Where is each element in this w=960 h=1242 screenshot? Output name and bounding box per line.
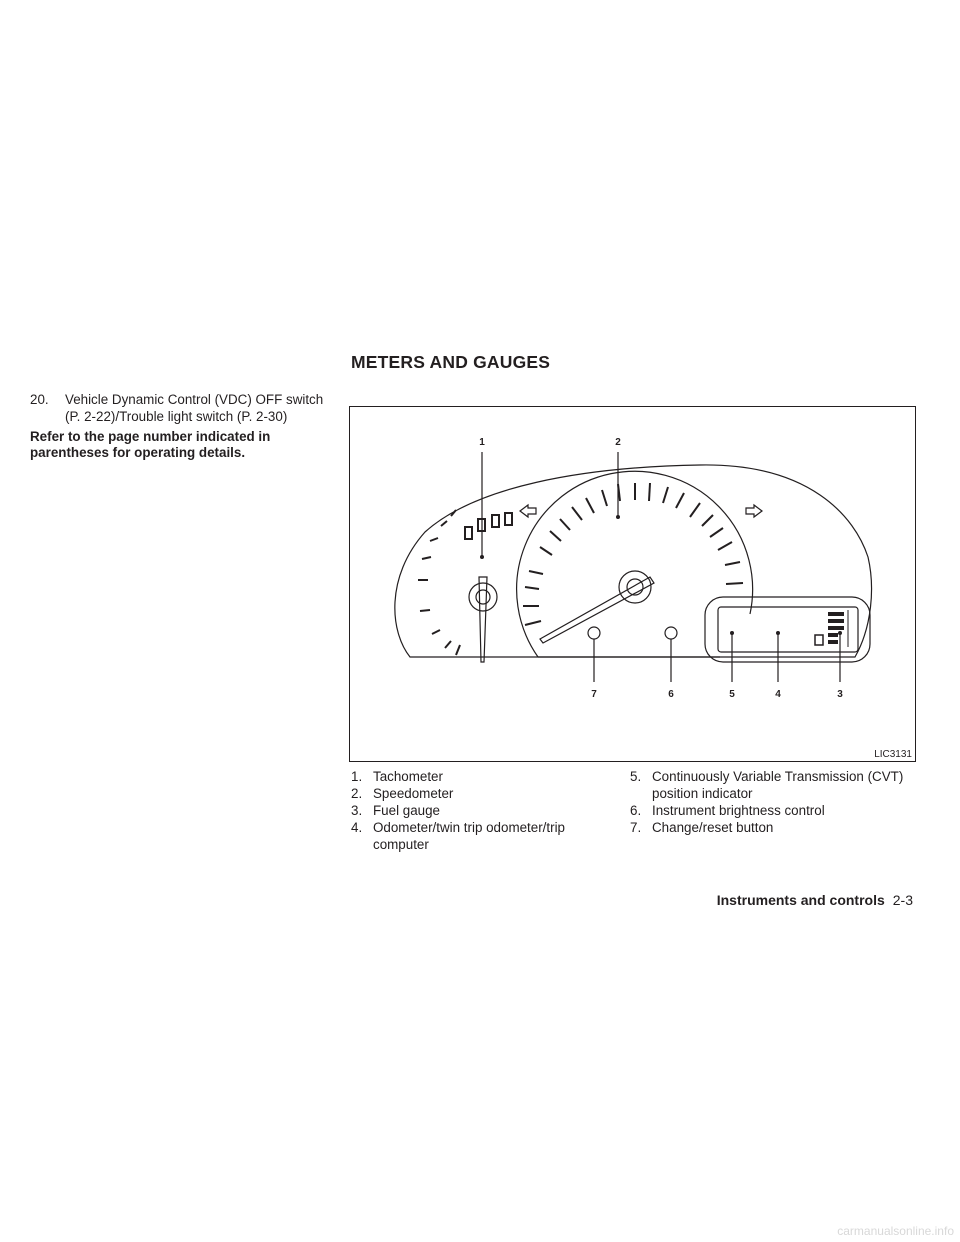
right-turn-arrow-icon bbox=[746, 505, 762, 517]
cluster-illustration bbox=[350, 407, 915, 761]
change-reset-button bbox=[588, 627, 600, 639]
section-title: METERS AND GAUGES bbox=[351, 352, 551, 372]
legend-list-left bbox=[351, 768, 601, 853]
item-number: 20. bbox=[30, 392, 49, 407]
legend-item: 3. Fuel gauge bbox=[351, 803, 441, 818]
fuel-pump-icon bbox=[815, 635, 823, 645]
callout-3: 3 bbox=[837, 689, 843, 700]
speedometer-ticks bbox=[523, 483, 743, 625]
watermark: carmanualsonline.info bbox=[837, 1224, 954, 1238]
item-text: Vehicle Dynamic Control (VDC) OFF switch (P. 2-22)/Trouble light switch (P. 2-30) bbox=[65, 392, 324, 424]
legend-item: 7. Change/reset button bbox=[630, 820, 774, 835]
list-item-20 bbox=[30, 392, 335, 425]
operating-note: Refer to the page number indicated in parentheses for operating details. bbox=[30, 429, 271, 461]
page-footer bbox=[717, 892, 913, 908]
legend-item: 6. Instrument brightness control bbox=[630, 803, 825, 818]
legend-item: 4. Odometer/twin trip odometer/trip computer bbox=[351, 820, 566, 852]
brightness-control bbox=[665, 627, 677, 639]
callout-1: 1 bbox=[479, 437, 485, 448]
instrument-cluster-figure bbox=[349, 406, 916, 762]
callout-7: 7 bbox=[591, 689, 597, 700]
page-number: 2-3 bbox=[892, 892, 913, 908]
tachometer-ticks bbox=[418, 510, 512, 655]
callout-5: 5 bbox=[729, 689, 735, 700]
cluster-housing bbox=[395, 465, 872, 657]
callout-6: 6 bbox=[668, 689, 674, 700]
speedometer-needle bbox=[540, 577, 654, 643]
legend-item: 5. Continuously Variable Transmission (CVT) position indicator bbox=[630, 769, 904, 801]
callout-lines bbox=[482, 452, 840, 682]
left-turn-arrow-icon bbox=[520, 505, 536, 517]
callout-2: 2 bbox=[615, 437, 621, 448]
fuel-gauge-bars bbox=[828, 612, 844, 644]
figure-code: LIC3131 bbox=[874, 749, 912, 760]
tachometer-hub bbox=[469, 583, 497, 611]
callout-4: 4 bbox=[775, 689, 781, 700]
legend-item: 1. Tachometer bbox=[351, 769, 443, 784]
callout-dots bbox=[480, 515, 842, 635]
left-column bbox=[30, 392, 335, 461]
footer-section: Instruments and controls bbox=[716, 892, 885, 908]
legend-list-right bbox=[630, 768, 915, 836]
legend-item: 2. Speedometer bbox=[351, 786, 454, 801]
